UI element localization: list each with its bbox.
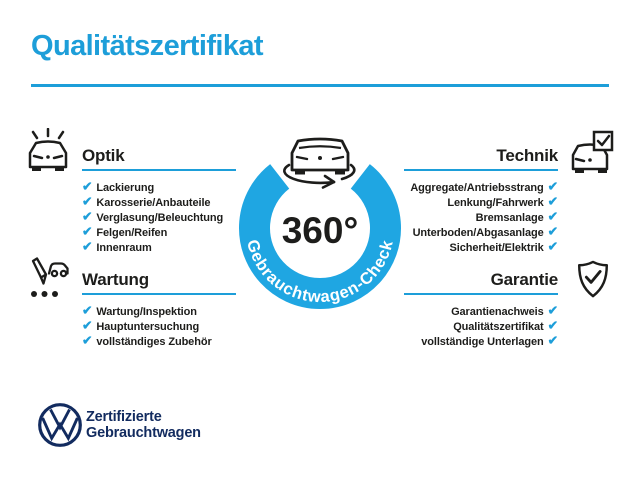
footer-brand-text bbox=[86, 410, 201, 441]
footer-line-2: Gebrauchtwagen bbox=[86, 424, 201, 441]
technik-checklist bbox=[388, 180, 558, 255]
page-title: Qualitätszertifikat bbox=[31, 30, 263, 62]
check-item-label: Lenkung/Fahrwerk bbox=[447, 196, 544, 209]
check-icon: ✔ bbox=[82, 318, 93, 333]
check-item bbox=[82, 319, 252, 334]
check-item bbox=[82, 195, 252, 210]
check-item-label: Sicherheit/Elektrik bbox=[449, 241, 544, 254]
check-item bbox=[388, 334, 558, 349]
check-item-label: vollständige Unterlagen bbox=[421, 335, 544, 348]
section-heading-garantie: Garantie bbox=[490, 270, 558, 289]
check-icon: ✔ bbox=[547, 333, 558, 348]
optik-checklist bbox=[82, 180, 252, 255]
check-item-label: vollständiges Zubehör bbox=[96, 335, 212, 348]
section-divider bbox=[82, 293, 236, 295]
check-item bbox=[388, 210, 558, 225]
check-item bbox=[82, 334, 252, 349]
ring-label: Gebrauchtwagen-Check bbox=[243, 237, 397, 307]
check-item bbox=[388, 225, 558, 240]
check-icon: ✔ bbox=[82, 224, 93, 239]
check-item-label: Qualitätszertifikat bbox=[453, 320, 544, 333]
check-item-label: Wartung/Inspektion bbox=[96, 305, 197, 318]
check-item bbox=[388, 195, 558, 210]
check-item bbox=[82, 210, 252, 225]
check-icon: ✔ bbox=[547, 318, 558, 333]
check-icon: ✔ bbox=[82, 179, 93, 194]
check-icon: ✔ bbox=[547, 303, 558, 318]
check-icon: ✔ bbox=[82, 239, 93, 254]
check-item-label: Hauptuntersuchung bbox=[96, 320, 200, 333]
check-item-label: Unterboden/Abgasanlage bbox=[412, 226, 544, 239]
check-item-label: Garantienachweis bbox=[451, 305, 544, 318]
check-item-label: Aggregate/Antriebsstrang bbox=[410, 181, 544, 194]
vw-logo bbox=[37, 402, 83, 448]
check-icon: ✔ bbox=[547, 179, 558, 194]
check-item-label: Lackierung bbox=[96, 181, 155, 194]
section-optik bbox=[82, 146, 252, 255]
check-item bbox=[82, 304, 252, 319]
section-heading-optik: Optik bbox=[82, 146, 125, 165]
check-icon: ✔ bbox=[547, 224, 558, 239]
section-divider bbox=[82, 169, 236, 171]
check-icon: ✔ bbox=[82, 333, 93, 348]
section-technik bbox=[388, 146, 558, 255]
degree-value: 360° bbox=[281, 210, 359, 251]
check-icon: ✔ bbox=[82, 303, 93, 318]
check-icon: ✔ bbox=[547, 239, 558, 254]
wartung-checklist bbox=[82, 304, 252, 349]
section-divider bbox=[404, 169, 558, 171]
check-item bbox=[388, 319, 558, 334]
check-item-label: Felgen/Reifen bbox=[96, 226, 168, 239]
section-heading-technik: Technik bbox=[496, 146, 558, 165]
check-item bbox=[388, 304, 558, 319]
check-item-label: Innenraum bbox=[96, 241, 152, 254]
check-item bbox=[82, 180, 252, 195]
check-item bbox=[388, 180, 558, 195]
check-item-label: Bremsanlage bbox=[475, 211, 544, 224]
car-360-rotation-icon bbox=[284, 139, 354, 188]
check-icon: ✔ bbox=[547, 209, 558, 224]
check-item bbox=[82, 240, 252, 255]
check-item bbox=[82, 225, 252, 240]
garantie-checklist bbox=[388, 304, 558, 349]
check-icon: ✔ bbox=[82, 194, 93, 209]
footer-line-1: Zertifizierte bbox=[86, 409, 162, 425]
section-heading-wartung: Wartung bbox=[82, 270, 149, 289]
check-item-label: Karosserie/Anbauteile bbox=[96, 196, 211, 209]
check-icon: ✔ bbox=[547, 194, 558, 209]
section-garantie bbox=[388, 270, 558, 349]
check-item-label: Verglasung/Beleuchtung bbox=[96, 211, 224, 224]
section-wartung bbox=[82, 270, 252, 349]
check-item bbox=[388, 240, 558, 255]
section-divider bbox=[404, 293, 558, 295]
check-icon: ✔ bbox=[82, 209, 93, 224]
